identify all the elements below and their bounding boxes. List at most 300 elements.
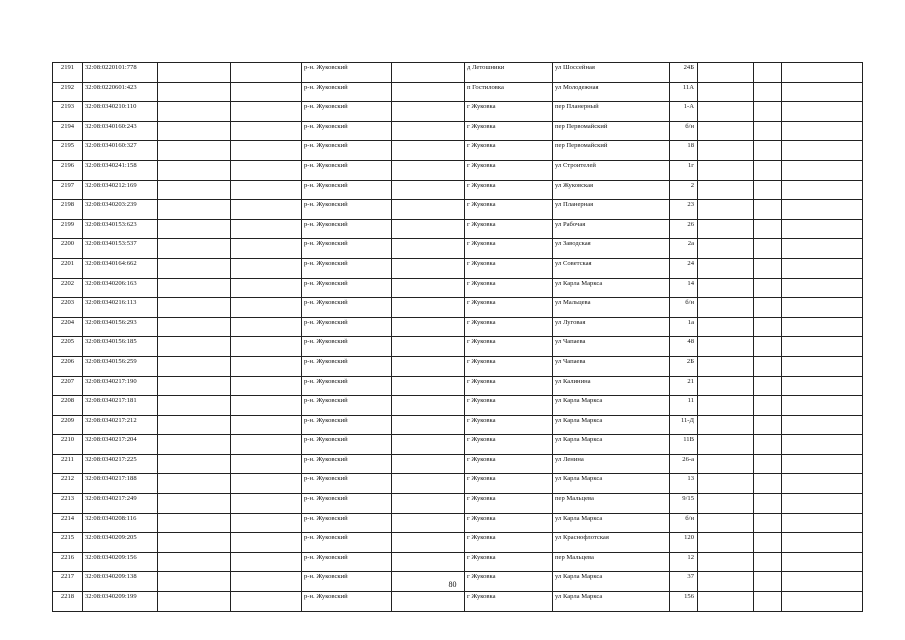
house-number-cell: 18 (670, 141, 698, 161)
locality-cell: г Жуковка (465, 298, 553, 318)
street-cell: пер Первомайский (553, 141, 670, 161)
empty-cell (698, 121, 754, 141)
empty-cell (231, 552, 302, 572)
cadastral-number-cell: 32:08:0340210:110 (83, 102, 158, 122)
cadastral-number-cell: 32:08:0340206:163 (83, 278, 158, 298)
house-number-cell: 2 (670, 180, 698, 200)
table-row (53, 141, 863, 161)
cadastral-number-cell: 32:08:0340241:158 (83, 160, 158, 180)
district-cell: р-н. Жуковский (302, 494, 392, 514)
empty-cell (698, 298, 754, 318)
street-cell: ул Шоссейная (553, 63, 670, 83)
house-number-cell: 26 (670, 219, 698, 239)
row-number-cell: 2194 (53, 121, 83, 141)
district-cell: р-н. Жуковский (302, 592, 392, 612)
empty-cell (392, 278, 465, 298)
empty-cell (698, 337, 754, 357)
empty-cell (231, 356, 302, 376)
empty-cell (754, 121, 782, 141)
street-cell: пер Планерный (553, 102, 670, 122)
row-number-cell: 2211 (53, 454, 83, 474)
cadastral-number-cell: 32:08:0340217:212 (83, 415, 158, 435)
locality-cell: г Жуковка (465, 474, 553, 494)
empty-cell (392, 219, 465, 239)
empty-cell (754, 435, 782, 455)
house-number-cell: б/н (670, 298, 698, 318)
empty-cell (754, 141, 782, 161)
street-cell: ул Строителей (553, 160, 670, 180)
empty-cell (158, 298, 231, 318)
empty-cell (231, 258, 302, 278)
empty-cell (782, 396, 863, 416)
empty-cell (754, 454, 782, 474)
district-cell: р-н. Жуковский (302, 337, 392, 357)
empty-cell (392, 533, 465, 553)
district-cell: р-н. Жуковский (302, 258, 392, 278)
house-number-cell: 156 (670, 592, 698, 612)
district-cell: р-н. Жуковский (302, 415, 392, 435)
table-row (53, 474, 863, 494)
empty-cell (698, 180, 754, 200)
empty-cell (782, 239, 863, 259)
empty-cell (158, 121, 231, 141)
empty-cell (782, 454, 863, 474)
empty-cell (782, 141, 863, 161)
empty-cell (754, 180, 782, 200)
cadastral-number-cell: 32:08:0340160:243 (83, 121, 158, 141)
street-cell: ул Карла Маркса (553, 415, 670, 435)
empty-cell (754, 376, 782, 396)
cadastral-number-cell: 32:08:0340156:185 (83, 337, 158, 357)
district-cell: р-н. Жуковский (302, 239, 392, 259)
empty-cell (754, 513, 782, 533)
empty-cell (158, 180, 231, 200)
cadastral-number-cell: 32:08:0340209:205 (83, 533, 158, 553)
locality-cell: г Жуковка (465, 121, 553, 141)
empty-cell (754, 82, 782, 102)
empty-cell (698, 376, 754, 396)
locality-cell: г Жуковка (465, 180, 553, 200)
row-number-cell: 2193 (53, 102, 83, 122)
empty-cell (231, 82, 302, 102)
empty-cell (231, 513, 302, 533)
empty-cell (782, 63, 863, 83)
empty-cell (392, 376, 465, 396)
house-number-cell: 2а (670, 239, 698, 259)
house-number-cell: 37 (670, 572, 698, 592)
cadastral-number-cell: 32:08:0340208:116 (83, 513, 158, 533)
empty-cell (231, 298, 302, 318)
empty-cell (231, 180, 302, 200)
empty-cell (782, 435, 863, 455)
locality-cell: г Жуковка (465, 415, 553, 435)
empty-cell (158, 592, 231, 612)
street-cell: ул Рабочая (553, 219, 670, 239)
empty-cell (782, 356, 863, 376)
empty-cell (392, 121, 465, 141)
street-cell: ул Заводская (553, 239, 670, 259)
empty-cell (698, 552, 754, 572)
empty-cell (231, 415, 302, 435)
table-row (53, 102, 863, 122)
empty-cell (158, 396, 231, 416)
empty-cell (754, 219, 782, 239)
district-cell: р-н. Жуковский (302, 160, 392, 180)
street-cell: ул Планерная (553, 200, 670, 220)
empty-cell (392, 415, 465, 435)
empty-cell (698, 278, 754, 298)
locality-cell: п Гостиловка (465, 82, 553, 102)
house-number-cell: 13 (670, 474, 698, 494)
cadastral-number-cell: 32:08:0340209:199 (83, 592, 158, 612)
empty-cell (754, 160, 782, 180)
empty-cell (158, 415, 231, 435)
cadastral-number-cell: 32:08:0340160:327 (83, 141, 158, 161)
table-row (53, 552, 863, 572)
house-number-cell: 24Б (670, 63, 698, 83)
empty-cell (231, 63, 302, 83)
cadastral-number-cell: 32:08:0340217:249 (83, 494, 158, 514)
empty-cell (754, 278, 782, 298)
empty-cell (754, 356, 782, 376)
empty-cell (782, 415, 863, 435)
table-row (53, 592, 863, 612)
empty-cell (754, 474, 782, 494)
locality-cell: г Жуковка (465, 533, 553, 553)
empty-cell (754, 63, 782, 83)
district-cell: р-н. Жуковский (302, 435, 392, 455)
empty-cell (698, 102, 754, 122)
locality-cell: г Жуковка (465, 513, 553, 533)
registry-body (53, 63, 863, 612)
cadastral-number-cell: 32:08:0340217:181 (83, 396, 158, 416)
locality-cell: г Жуковка (465, 102, 553, 122)
locality-cell: г Жуковка (465, 494, 553, 514)
empty-cell (158, 513, 231, 533)
cadastral-number-cell: 32:08:0340153:537 (83, 239, 158, 259)
house-number-cell: 1-А (670, 102, 698, 122)
cadastral-number-cell: 32:08:0340217:225 (83, 454, 158, 474)
empty-cell (158, 474, 231, 494)
district-cell: р-н. Жуковский (302, 141, 392, 161)
locality-cell: г Жуковка (465, 356, 553, 376)
table-row (53, 258, 863, 278)
cadastral-number-cell: 32:08:0340217:190 (83, 376, 158, 396)
empty-cell (158, 494, 231, 514)
district-cell: р-н. Жуковский (302, 82, 392, 102)
empty-cell (392, 180, 465, 200)
street-cell: ул Карла Маркса (553, 513, 670, 533)
street-cell: ул Советская (553, 258, 670, 278)
empty-cell (782, 337, 863, 357)
empty-cell (754, 592, 782, 612)
empty-cell (754, 552, 782, 572)
page-number: 80 (448, 580, 457, 589)
cadastral-number-cell: 32:08:0340209:138 (83, 572, 158, 592)
locality-cell: д Летошники (465, 63, 553, 83)
empty-cell (158, 376, 231, 396)
empty-cell (782, 219, 863, 239)
district-cell: р-н. Жуковский (302, 533, 392, 553)
street-cell: ул Краснофлотская (553, 533, 670, 553)
locality-cell: г Жуковка (465, 239, 553, 259)
empty-cell (158, 63, 231, 83)
empty-cell (392, 494, 465, 514)
empty-cell (231, 141, 302, 161)
empty-cell (392, 102, 465, 122)
empty-cell (392, 141, 465, 161)
row-number-cell: 2200 (53, 239, 83, 259)
cadastral-number-cell: 32:08:0220101:778 (83, 63, 158, 83)
row-number-cell: 2218 (53, 592, 83, 612)
table-row (53, 298, 863, 318)
row-number-cell: 2216 (53, 552, 83, 572)
empty-cell (158, 102, 231, 122)
house-number-cell: 11-Д (670, 415, 698, 435)
empty-cell (782, 513, 863, 533)
empty-cell (231, 219, 302, 239)
locality-cell: г Жуковка (465, 337, 553, 357)
empty-cell (754, 494, 782, 514)
empty-cell (782, 278, 863, 298)
empty-cell (158, 552, 231, 572)
table-row (53, 200, 863, 220)
empty-cell (231, 592, 302, 612)
empty-cell (698, 356, 754, 376)
empty-cell (782, 533, 863, 553)
table-row (53, 435, 863, 455)
empty-cell (392, 200, 465, 220)
empty-cell (754, 102, 782, 122)
empty-cell (158, 337, 231, 357)
district-cell: р-н. Жуковский (302, 376, 392, 396)
street-cell: ул Калинина (553, 376, 670, 396)
locality-cell: г Жуковка (465, 572, 553, 592)
empty-cell (698, 239, 754, 259)
empty-cell (231, 396, 302, 416)
empty-cell (231, 533, 302, 553)
empty-cell (231, 160, 302, 180)
house-number-cell: 21 (670, 376, 698, 396)
district-cell: р-н. Жуковский (302, 102, 392, 122)
table-row (53, 278, 863, 298)
district-cell: р-н. Жуковский (302, 200, 392, 220)
district-cell: р-н. Жуковский (302, 513, 392, 533)
row-number-cell: 2204 (53, 317, 83, 337)
empty-cell (782, 376, 863, 396)
district-cell: р-н. Жуковский (302, 474, 392, 494)
empty-cell (392, 356, 465, 376)
row-number-cell: 2215 (53, 533, 83, 553)
locality-cell: г Жуковка (465, 592, 553, 612)
empty-cell (392, 454, 465, 474)
house-number-cell: 120 (670, 533, 698, 553)
district-cell: р-н. Жуковский (302, 63, 392, 83)
empty-cell (698, 63, 754, 83)
table-row (53, 180, 863, 200)
district-cell: р-н. Жуковский (302, 396, 392, 416)
house-number-cell: 12 (670, 552, 698, 572)
empty-cell (392, 396, 465, 416)
house-number-cell: 24 (670, 258, 698, 278)
empty-cell (158, 533, 231, 553)
empty-cell (698, 494, 754, 514)
empty-cell (231, 102, 302, 122)
table-row (53, 533, 863, 553)
house-number-cell: 48 (670, 337, 698, 357)
empty-cell (231, 474, 302, 494)
house-number-cell: 23 (670, 200, 698, 220)
empty-cell (392, 317, 465, 337)
table-row (53, 494, 863, 514)
cadastral-number-cell: 32:08:0340153:623 (83, 219, 158, 239)
empty-cell (158, 200, 231, 220)
empty-cell (392, 82, 465, 102)
table-row (53, 317, 863, 337)
empty-cell (158, 435, 231, 455)
cadastral-number-cell: 32:08:0340156:259 (83, 356, 158, 376)
locality-cell: г Жуковка (465, 200, 553, 220)
district-cell: р-н. Жуковский (302, 180, 392, 200)
empty-cell (231, 200, 302, 220)
empty-cell (392, 337, 465, 357)
empty-cell (158, 82, 231, 102)
street-cell: ул Мальцева (553, 298, 670, 318)
locality-cell: г Жуковка (465, 396, 553, 416)
street-cell: ул Чапаева (553, 356, 670, 376)
cadastral-number-cell: 32:08:0340164:662 (83, 258, 158, 278)
empty-cell (158, 239, 231, 259)
table-row (53, 160, 863, 180)
row-number-cell: 2212 (53, 474, 83, 494)
house-number-cell: 26-а (670, 454, 698, 474)
empty-cell (754, 239, 782, 259)
row-number-cell: 2191 (53, 63, 83, 83)
empty-cell (698, 592, 754, 612)
empty-cell (392, 298, 465, 318)
empty-cell (231, 121, 302, 141)
house-number-cell: 11В (670, 435, 698, 455)
row-number-cell: 2206 (53, 356, 83, 376)
house-number-cell: 1а (670, 317, 698, 337)
house-number-cell: 2Б (670, 356, 698, 376)
district-cell: р-н. Жуковский (302, 552, 392, 572)
locality-cell: г Жуковка (465, 219, 553, 239)
empty-cell (698, 82, 754, 102)
empty-cell (754, 298, 782, 318)
district-cell: р-н. Жуковский (302, 298, 392, 318)
empty-cell (782, 474, 863, 494)
street-cell: ул Молодежная (553, 82, 670, 102)
empty-cell (158, 160, 231, 180)
table-row (53, 239, 863, 259)
empty-cell (231, 454, 302, 474)
empty-cell (782, 160, 863, 180)
empty-cell (782, 317, 863, 337)
empty-cell (782, 82, 863, 102)
empty-cell (754, 337, 782, 357)
empty-cell (782, 552, 863, 572)
table-row (53, 337, 863, 357)
empty-cell (782, 592, 863, 612)
row-number-cell: 2196 (53, 160, 83, 180)
locality-cell: г Жуковка (465, 317, 553, 337)
table-row (53, 356, 863, 376)
street-cell: ул Карла Маркса (553, 592, 670, 612)
empty-cell (698, 200, 754, 220)
table-row (53, 376, 863, 396)
table-row (53, 513, 863, 533)
empty-cell (158, 356, 231, 376)
row-number-cell: 2198 (53, 200, 83, 220)
street-cell: ул Жуковская (553, 180, 670, 200)
empty-cell (392, 552, 465, 572)
empty-cell (782, 102, 863, 122)
table-row (53, 396, 863, 416)
house-number-cell: 14 (670, 278, 698, 298)
empty-cell (754, 415, 782, 435)
locality-cell: г Жуковка (465, 376, 553, 396)
row-number-cell: 2217 (53, 572, 83, 592)
locality-cell: г Жуковка (465, 258, 553, 278)
empty-cell (231, 435, 302, 455)
empty-cell (158, 454, 231, 474)
empty-cell (698, 454, 754, 474)
empty-cell (392, 592, 465, 612)
street-cell: пер Первомайский (553, 121, 670, 141)
house-number-cell: б/н (670, 513, 698, 533)
table-row (53, 454, 863, 474)
empty-cell (782, 298, 863, 318)
street-cell: ул Луговая (553, 317, 670, 337)
district-cell: р-н. Жуковский (302, 317, 392, 337)
empty-cell (698, 435, 754, 455)
empty-cell (698, 415, 754, 435)
table-row (53, 415, 863, 435)
empty-cell (698, 219, 754, 239)
empty-cell (782, 258, 863, 278)
locality-cell: г Жуковка (465, 454, 553, 474)
empty-cell (231, 278, 302, 298)
empty-cell (158, 219, 231, 239)
cadastral-number-cell: 32:08:0340217:204 (83, 435, 158, 455)
empty-cell (231, 494, 302, 514)
empty-cell (158, 258, 231, 278)
empty-cell (392, 474, 465, 494)
district-cell: р-н. Жуковский (302, 356, 392, 376)
row-number-cell: 2203 (53, 298, 83, 318)
empty-cell (392, 239, 465, 259)
empty-cell (698, 258, 754, 278)
row-number-cell: 2202 (53, 278, 83, 298)
street-cell: ул Чапаева (553, 337, 670, 357)
empty-cell (392, 513, 465, 533)
street-cell: ул Карла Маркса (553, 435, 670, 455)
table-row (53, 121, 863, 141)
empty-cell (754, 200, 782, 220)
row-number-cell: 2197 (53, 180, 83, 200)
cadastral-number-cell: 32:08:0340156:293 (83, 317, 158, 337)
cadastral-number-cell: 32:08:0340217:188 (83, 474, 158, 494)
empty-cell (158, 317, 231, 337)
empty-cell (231, 317, 302, 337)
house-number-cell: 9/15 (670, 494, 698, 514)
row-number-cell: 2199 (53, 219, 83, 239)
cadastral-number-cell: 32:08:0340212:169 (83, 180, 158, 200)
district-cell: р-н. Жуковский (302, 219, 392, 239)
empty-cell (392, 435, 465, 455)
empty-cell (698, 160, 754, 180)
